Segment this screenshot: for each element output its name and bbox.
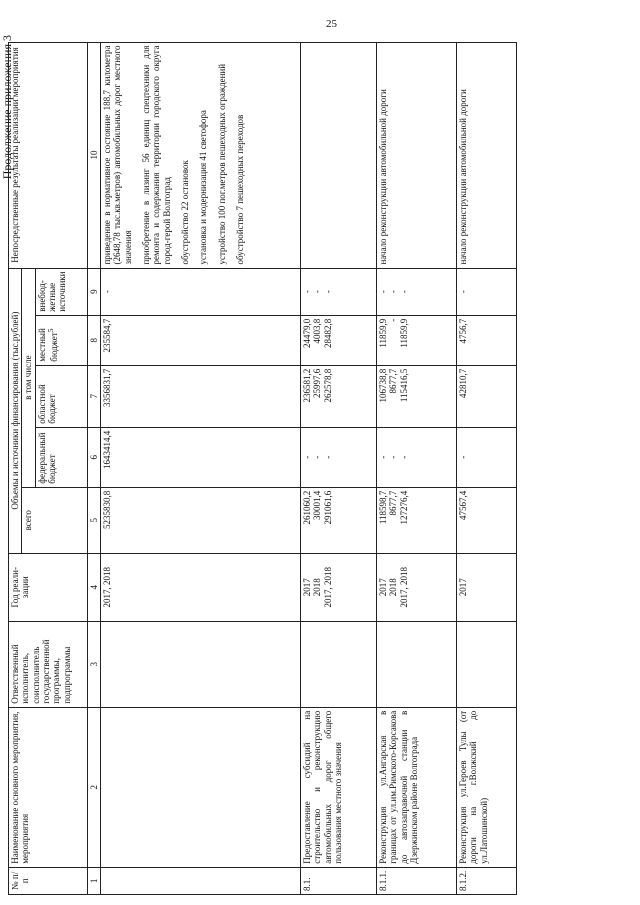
page-number: 25 <box>326 18 337 30</box>
header-federal: федеральный бюджет <box>35 427 87 487</box>
colnum-10: 10 <box>87 42 100 268</box>
row-num: 8.1. <box>301 867 377 894</box>
colnum-1: 1 <box>87 867 100 894</box>
row-num: 8.1.2. <box>457 867 517 894</box>
header-num: № п/п <box>9 867 88 894</box>
header-extra: внебюд- жетные источники <box>35 268 87 315</box>
row-regional: 236581,2 25997,6 262578,8 <box>301 365 377 427</box>
colnum-4: 4 <box>87 553 100 621</box>
row-total: 118598,7 8677,7 127276,4 <box>377 487 457 553</box>
row-result: начало реконструкции автомобильной дороги <box>457 42 517 268</box>
program-table <box>8 42 517 895</box>
row-years: 2017 2018 2017, 2018 <box>377 553 457 621</box>
row-result <box>301 42 377 268</box>
header-results: Непосредственные результаты реализации мероприятия <box>9 42 88 268</box>
row-years: 2017 <box>457 553 517 621</box>
row-years: 2017 2018 2017, 2018 <box>301 553 377 621</box>
header-incl: в том числе <box>22 268 35 487</box>
header-name: Наименование основного мероприятия, мероприятия <box>9 707 88 867</box>
row-federal: - - - <box>301 427 377 487</box>
header-total: всего <box>22 487 87 553</box>
total-results <box>101 42 301 268</box>
row-extra: - <box>457 268 517 315</box>
row-local: 24479,0 4003,8 28482,8 <box>301 315 377 365</box>
colnum-6: 6 <box>87 427 100 487</box>
appendix-title: Продолжение приложения 3 <box>0 35 14 180</box>
result-item: устройство 100 пог.метров пешеходных ограждений <box>216 63 227 265</box>
row-regional: 106738,8 8677,7 115416,5 <box>377 365 457 427</box>
row-federal: - - - <box>377 427 457 487</box>
header-responsible: Ответственный исполнитель, соисполнитель государственной программы, подпрограммы <box>9 621 88 707</box>
row-extra: - - - <box>301 268 377 315</box>
result-item: обустройство 7 пешеходных переходов <box>235 114 246 265</box>
column-numbers-row <box>87 42 100 894</box>
colnum-8: 8 <box>87 315 100 365</box>
row-local: 11859,9 - 11859,9 <box>377 315 457 365</box>
row-local: 4756,7 <box>457 315 517 365</box>
total-row <box>101 42 301 894</box>
total-year: 2017, 2018 <box>101 553 301 621</box>
result-item: приобретение в лизинг 56 единиц спецтехники для ремонта и содержания территории городского округа город-герой Волгоград <box>141 45 172 265</box>
total-federal: 1643414,4 <box>101 427 301 487</box>
result-item: установка и модернизация 41 светофора <box>198 110 209 265</box>
total-regional: 3356831,7 <box>101 365 301 427</box>
row-total: 261060,2 30001,4 291061,6 <box>301 487 377 553</box>
colnum-9: 9 <box>87 268 100 315</box>
table-row <box>457 42 517 894</box>
row-total: 47567,4 <box>457 487 517 553</box>
row-num: 8.1.1. <box>377 867 457 894</box>
colnum-2: 2 <box>87 707 100 867</box>
table-row <box>377 42 457 894</box>
header-funding: Объемы и источники финансирования (тыс.рублей) <box>9 268 22 553</box>
row-name: Реконструкция ул.Ангарская в границах от ул.им.Римского-Корсакова до автозаправочной станции в Дзержинском районе Волгограда <box>377 707 457 867</box>
table-row <box>301 42 377 894</box>
row-name: Предоставление субсидий на строительство и реконструкцию автомобильных дорог общего пользования местного значения <box>301 707 377 867</box>
row-result: начало реконструкции автомобильной дороги <box>377 42 457 268</box>
header-local: местный бюджет$^5$ <box>35 315 87 365</box>
total-local: 235584,7 <box>101 315 301 365</box>
header-year: Год реали- зации <box>9 553 88 621</box>
colnum-7: 7 <box>87 365 100 427</box>
header-row-1 <box>9 42 22 894</box>
result-item: приведение в нормативное состояние 188,7 километра (2648,78 тыс.кв.метров) автомобильных дорог местного значения <box>102 45 133 265</box>
total-extra: - <box>101 268 301 315</box>
colnum-3: 3 <box>87 621 100 707</box>
row-extra: - - - <box>377 268 457 315</box>
row-regional: 42810,7 <box>457 365 517 427</box>
result-item: обустройство 22 остановок <box>180 160 191 265</box>
row-name: Реконструкция ул.Героев Тулы (от дороги на г.Волжский до ул.Латошинской) <box>457 707 517 867</box>
total-total: 5235830,8 <box>101 487 301 553</box>
colnum-5: 5 <box>87 487 100 553</box>
row-federal: - <box>457 427 517 487</box>
header-regional: областной бюджет <box>35 365 87 427</box>
